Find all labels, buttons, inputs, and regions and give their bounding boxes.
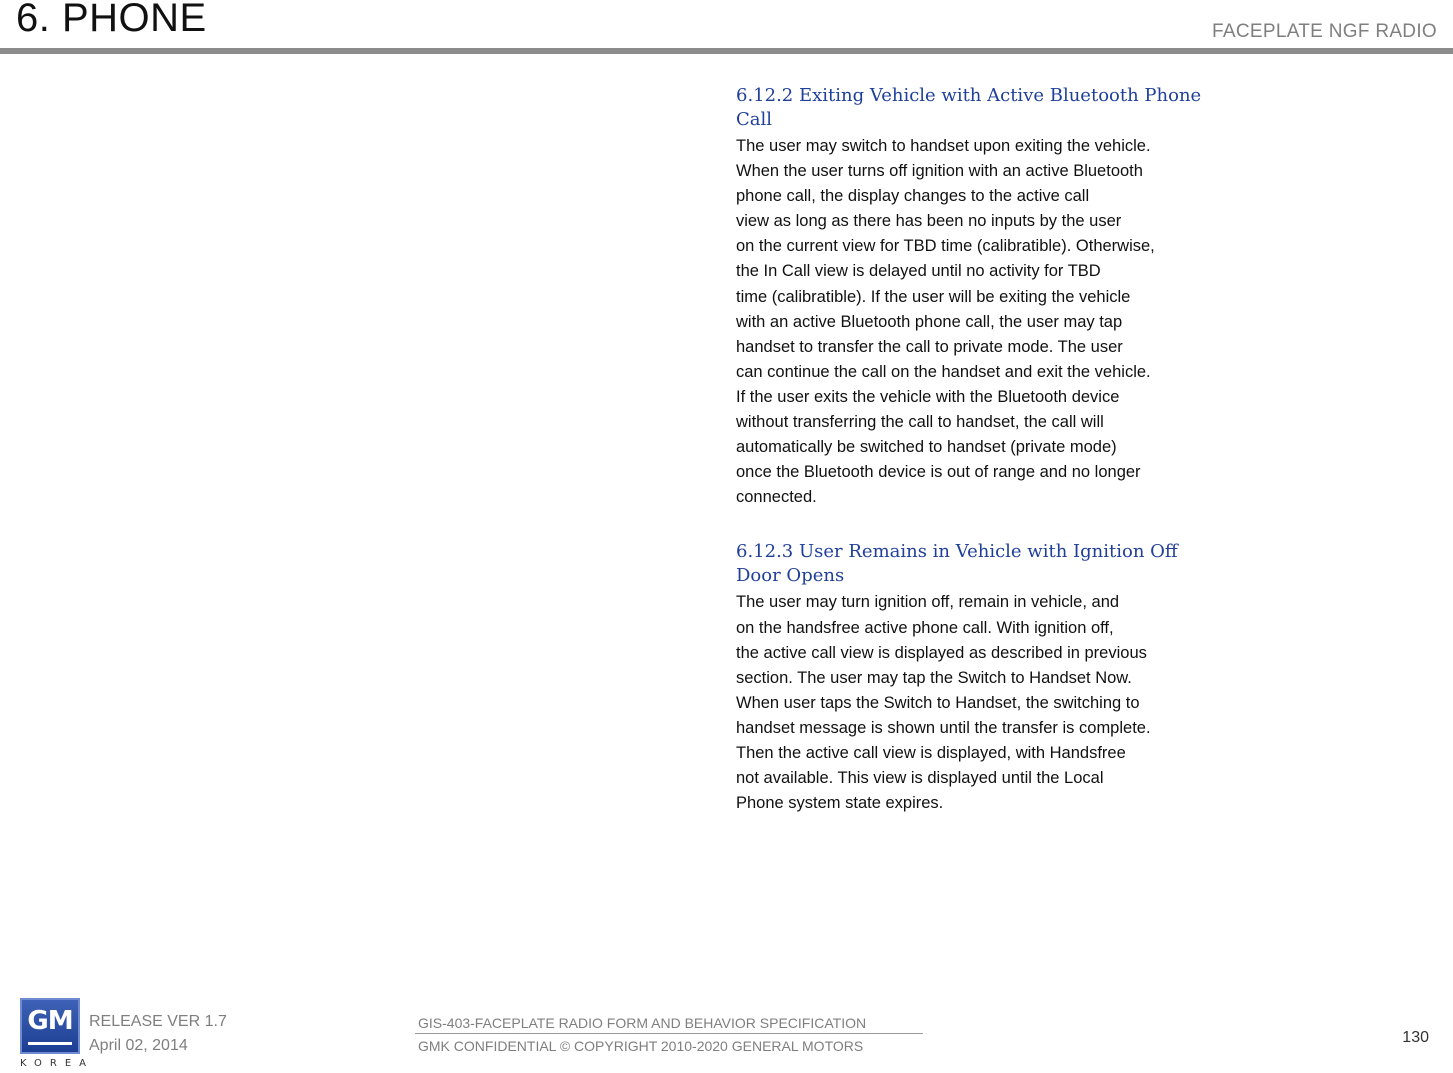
paragraph-line: the In Call view is delayed until no activity for TBD [736,262,1101,281]
paragraph-line: on the handsfree active phone call. With ignition off, [736,618,1114,637]
logo-letters: GM [27,1006,73,1036]
section-paragraph [736,590,1256,816]
paragraph-line: phone call, the display changes to the active call [736,187,1090,206]
heading-line: 6.12.2 Exiting Vehicle with Active Bluetooth Phone [736,85,1202,106]
section-exiting-vehicle [736,84,1256,510]
paragraph-line: handset to transfer the call to private mode. The user [736,337,1123,356]
spec-title: GIS-403-FACEPLATE RADIO FORM AND BEHAVIOR SPECIFICATION [415,1013,923,1034]
paragraph-line: If the user exits the vehicle with the Bluetooth device [736,387,1120,406]
paragraph-line: not available. This view is displayed until the Local [736,769,1104,788]
heading-line: Door Opens [736,565,845,587]
paragraph-line: once the Bluetooth device is out of range and no longer [736,463,1141,482]
paragraph-line: connected. [736,488,817,507]
paragraph-line: can continue the call on the handset and exit the vehicle. [736,362,1151,381]
section-heading [736,84,1256,132]
section-user-remains [736,540,1256,816]
document-body [736,84,1256,816]
page-title: 6. PHONE [16,0,207,40]
gm-korea-logo [20,998,94,1072]
release-info [89,1010,227,1058]
confidential-notice: GMK CONFIDENTIAL © COPYRIGHT 2010-2020 GENERAL MOTORS [418,1038,864,1054]
release-date: April 02, 2014 [89,1037,188,1054]
paragraph-line: section. The user may tap the Switch to Handset Now. [736,668,1132,687]
paragraph-line: automatically be switched to handset (private mode) [736,438,1117,457]
paragraph-line: the active call view is displayed as described in previous [736,643,1147,662]
paragraph-line: Phone system state expires. [736,794,944,813]
paragraph-line: When the user turns off ignition with an active Bluetooth [736,162,1143,181]
paragraph-line: without transferring the call to handset, the call will [736,413,1104,432]
logo-underline [28,1042,72,1045]
paragraph-line: view as long as there has been no inputs by the user [736,212,1122,231]
page-number: 130 [1402,1029,1429,1046]
release-version: RELEASE VER 1.7 [89,1013,227,1030]
paragraph-line: Then the active call view is displayed, with Handsfree [736,743,1126,762]
paragraph-line: with an active Bluetooth phone call, the user may tap [736,312,1123,331]
paragraph-line: When user taps the Switch to Handset, the switching to [736,693,1140,712]
spec-info [415,1013,923,1056]
heading-line: Call [736,109,773,130]
paragraph-line: time (calibratible). If the user will be exiting the vehicle [736,287,1131,306]
paragraph-line: handset message is shown until the transfer is complete. [736,718,1151,737]
header-divider [0,48,1453,54]
paragraph-line: on the current view for TBD time (calibratible). Otherwise, [736,237,1155,256]
paragraph-line: The user may switch to handset upon exiting the vehicle. [736,137,1151,155]
document-tag: FACEPLATE NGF RADIO [1212,21,1437,42]
logo-badge [20,998,80,1054]
section-heading [736,540,1256,588]
heading-line: 6.12.3 User Remains in Vehicle with Ignition Off [736,541,1178,563]
section-paragraph [736,134,1256,510]
paragraph-line: The user may turn ignition off, remain in vehicle, and [736,593,1120,612]
logo-subtext: KOREA [20,1058,94,1069]
section-spacer [736,510,1256,540]
